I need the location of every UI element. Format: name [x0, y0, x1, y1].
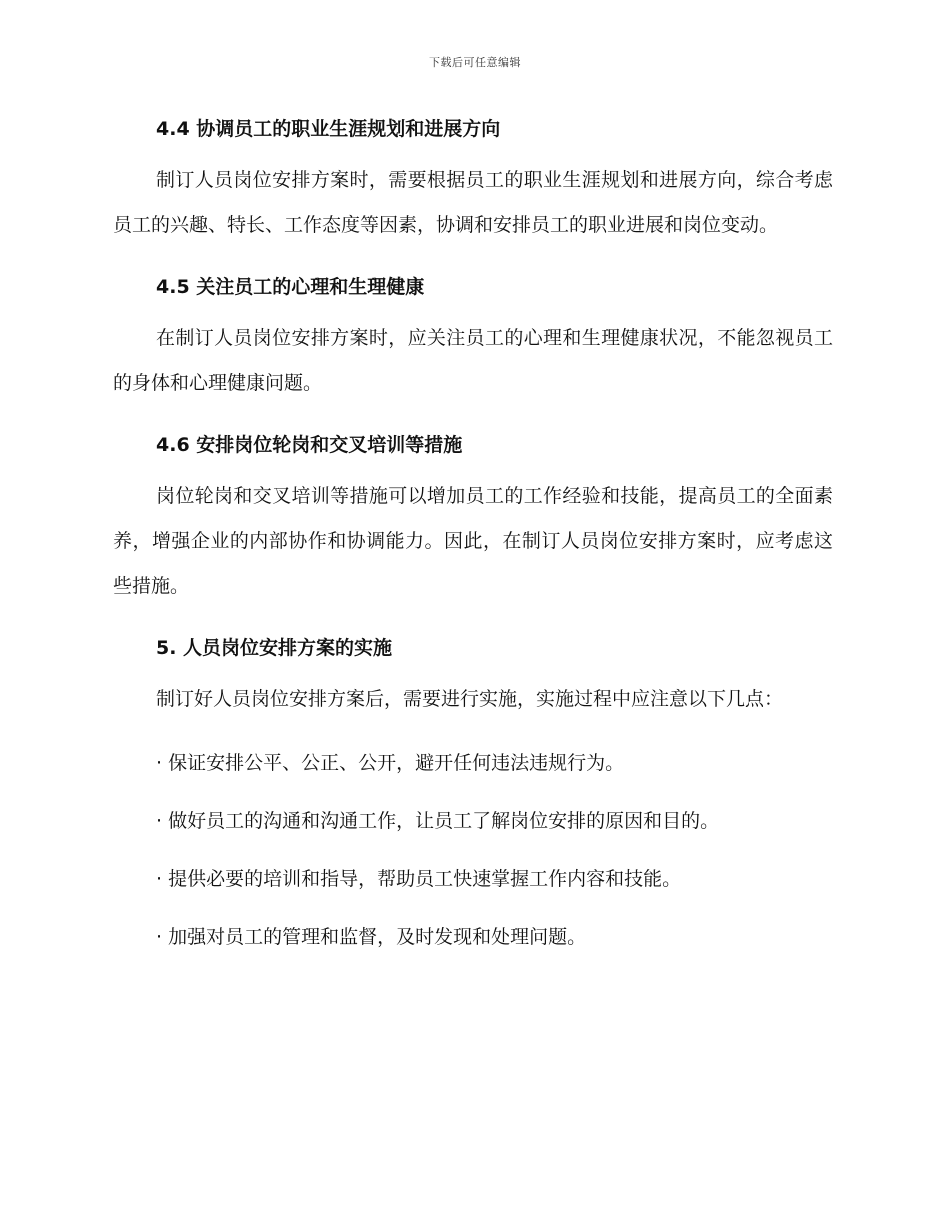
- section-heading-5: 5. 人员岗位安排方案的实施: [156, 637, 393, 659]
- section-paragraph-4-4: 制订人员岗位安排方案时，需要根据员工的职业生涯规划和进展方向，综合考虑员工的兴趣、特长、工作态度等因素，协调和安排员工的职业进展和岗位变动。: [113, 169, 833, 236]
- section-heading-4-6: 4.6 安排岗位轮岗和交叉培训等措施: [156, 434, 463, 456]
- list-item: · 保证安排公平、公正、公开，避开任何违法违规行为。: [156, 752, 625, 774]
- section-paragraph-4-6: 岗位轮岗和交叉培训等措施可以增加员工的工作经验和技能，提高员工的全面素养，增强企业的内部协作和协调能力。因此，在制订人员岗位安排方案时，应考虑这些措施。: [113, 485, 833, 597]
- list-item: · 提供必要的培训和指导，帮助员工快速掌握工作内容和技能。: [156, 868, 682, 890]
- list-item: · 做好员工的沟通和沟通工作，让员工了解岗位安排的原因和目的。: [156, 810, 720, 832]
- section-paragraph-4-5: 在制订人员岗位安排方案时，应关注员工的心理和生理健康状况，不能忽视员工的身体和心理健康问题。: [113, 327, 833, 394]
- section-heading-4-5: 4.5 关注员工的心理和生理健康: [156, 276, 425, 298]
- list-item: · 加强对员工的管理和监督，及时发现和处理问题。: [156, 926, 587, 948]
- section-heading-4-4: 4.4 协调员工的职业生涯规划和进展方向: [156, 118, 501, 140]
- document-body: [113, 112, 833, 954]
- section-paragraph-5: 制订好人员岗位安排方案后，需要进行实施，实施过程中应注意以下几点：: [156, 688, 784, 710]
- header-note: 下载后可任意编辑: [429, 56, 521, 69]
